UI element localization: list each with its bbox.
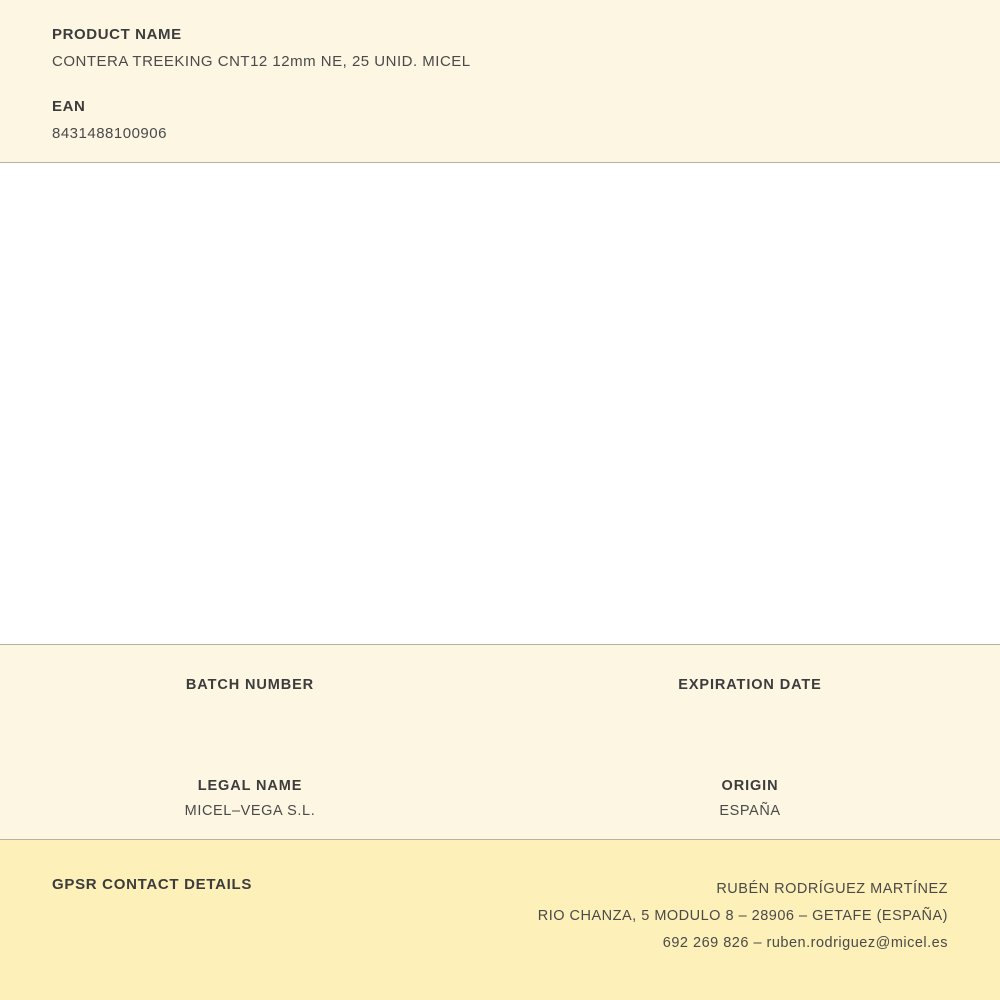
- expiration-date-cell: [500, 677, 1000, 720]
- origin-value: ESPAÑA: [719, 803, 781, 819]
- ean-label: EAN: [52, 98, 86, 115]
- legal-name-value: MICEL–VEGA S.L.: [184, 803, 316, 819]
- product-header-block: [0, 0, 1000, 163]
- legal-name-cell: [0, 778, 500, 821]
- details-block: [0, 645, 1000, 840]
- legal-name-label: LEGAL NAME: [197, 778, 303, 794]
- product-name-group: [52, 26, 948, 70]
- expiration-date-label: EXPIRATION DATE: [678, 677, 822, 693]
- gpsr-footer: [0, 840, 1000, 1000]
- details-row-bottom: [0, 720, 1000, 821]
- gpsr-contact-block: [538, 876, 948, 957]
- batch-number-label: BATCH NUMBER: [185, 677, 315, 693]
- origin-cell: [500, 778, 1000, 821]
- batch-number-cell: [0, 677, 500, 720]
- details-row-top: [0, 645, 1000, 720]
- product-name-value: CONTERA TREEKING CNT12 12mm NE, 25 UNID. MICEL: [52, 53, 471, 70]
- product-name-label: PRODUCT NAME: [52, 26, 182, 43]
- gpsr-contact-details-label: GPSR CONTACT DETAILS: [52, 876, 253, 893]
- ean-value: 8431488100906: [52, 125, 167, 142]
- batch-number-value: [0, 702, 500, 720]
- ean-group: [52, 98, 948, 142]
- gpsr-contact-address: RIO CHANZA, 5 MODULO 8 – 28906 – GETAFE (ESPAÑA): [537, 908, 948, 924]
- origin-label: ORIGIN: [721, 778, 779, 794]
- gpsr-contact-name: RUBÉN RODRÍGUEZ MARTÍNEZ: [716, 881, 948, 897]
- blank-content-area: [0, 163, 1000, 645]
- gpsr-contact-phone-email: 692 269 826 – ruben.rodriguez@micel.es: [662, 935, 948, 951]
- expiration-date-value: [500, 702, 1000, 720]
